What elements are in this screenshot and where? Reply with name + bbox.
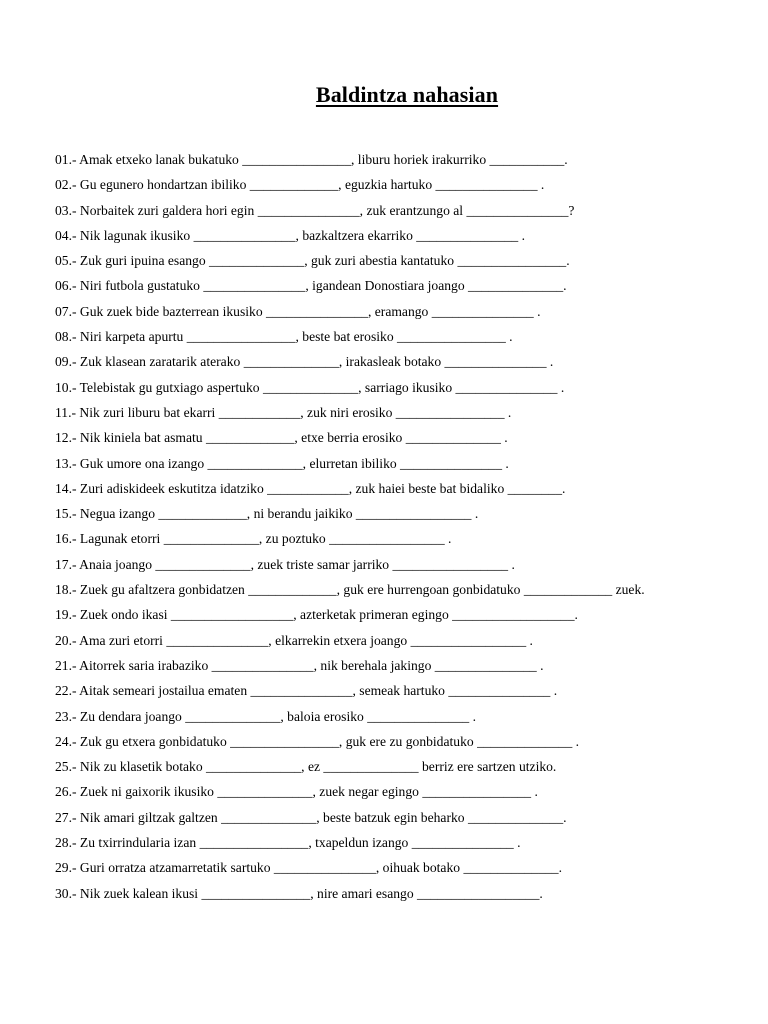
exercise-line-25: 25.- Nik zu klasetik botako ______________, ez ______________ berriz ere sartzen utziko.: [55, 759, 557, 775]
exercise-line-29: 29.- Guri orratza atzamarretatik sartuko _______________, oihuak botako ______________.: [55, 860, 563, 876]
exercise-line-30: 30.- Nik zuek kalean ikusi ________________, nire amari esango __________________.: [55, 885, 543, 901]
exercise-line-28: 28.- Zu txirrindularia izan ________________, txapeldun izango _______________ .: [55, 835, 521, 851]
exercise-line-02: 02.- Gu egunero hondartzan ibiliko _____________, eguzkia hartuko _______________ .: [55, 177, 545, 193]
exercise-line-26: 26.- Zuek ni gaixorik ikusiko ______________, zuek negar egingo ________________ .: [55, 784, 538, 800]
exercise-line-27: 27.- Nik amari giltzak galtzen ______________, beste batzuk egin beharko ______________.: [55, 809, 567, 825]
exercise-line-20: 20.- Ama zuri etorri _______________, elkarrekin etxera joango _________________ .: [55, 632, 533, 648]
exercise-line-17: 17.- Anaia joango ______________, zuek triste samar jarriko _________________ .: [55, 556, 515, 572]
exercise-line-10: 10.- Telebistak gu gutxiago aspertuko ______________, sarriago ikusiko _______________ .: [55, 379, 565, 395]
exercise-line-01: 01.- Amak etxeko lanak bukatuko ________________, liburu horiek irakurriko ___________.: [55, 152, 568, 167]
exercise-line-23: 23.- Zu dendara joango ______________, baloia erosiko _______________ .: [55, 708, 476, 724]
exercise-list: [55, 150, 755, 909]
exercise-line-06: 06.- Niri futbola gustatuko _______________, igandean Donostiara joango ______________.: [55, 278, 567, 294]
exercise-line-03: 03.- Norbaitek zuri galdera hori egin _______________, zuk erantzungo al _______________?: [55, 202, 575, 218]
exercise-line-12: 12.- Nik kiniela bat asmatu _____________, etxe berria erosiko ______________ .: [55, 430, 508, 446]
exercise-line-11: 11.- Nik zuri liburu bat ekarri ____________, zuk niri erosiko ________________ .: [55, 404, 512, 420]
exercise-line-21: 21.- Aitorrek saria irabaziko _______________, nik berehala jakingo _______________ .: [55, 657, 544, 673]
exercise-line-18: 18.- Zuek gu afaltzera gonbidatzen _____________, guk ere hurrengoan gonbidatuko _____________ zuek.: [55, 582, 645, 598]
exercise-line-19: 19.- Zuek ondo ikasi __________________, azterketak primeran egingo __________________.: [55, 607, 578, 623]
exercise-line-08: 08.- Niri karpeta apurtu ________________, beste bat erosiko ________________ .: [55, 329, 513, 345]
exercise-line-05: 05.- Zuk guri ipuina esango ______________, guk zuri abestia kantatuko ________________.: [55, 253, 570, 269]
exercise-line-15: 15.- Negua izango _____________, ni berandu jaikiko _________________ .: [55, 506, 479, 522]
exercise-line-22: 22.- Aitak semeari jostailua ematen _______________, semeak hartuko _______________ .: [55, 683, 558, 699]
exercise-line-24: 24.- Zuk gu etxera gonbidatuko ________________, guk ere zu gonbidatuko ______________ .: [55, 733, 580, 749]
page-title: Baldintza nahasian: [315, 82, 499, 107]
exercise-line-04: 04.- Nik lagunak ikusiko _______________, bazkaltzera ekarriko _______________ .: [55, 227, 526, 243]
exercise-line-09: 09.- Zuk klasean zaratarik aterako ______________, irakasleak botako _______________ .: [55, 354, 554, 370]
exercise-line-16: 16.- Lagunak etorri ______________, zu poztuko _________________ .: [55, 531, 452, 547]
exercise-line-13: 13.- Guk umore ona izango ______________, elurretan ibiliko _______________ .: [55, 455, 509, 471]
exercise-line-07: 07.- Guk zuek bide bazterrean ikusiko _______________, eramango _______________ .: [55, 303, 541, 319]
exercise-line-14: 14.- Zuri adiskideek eskutitza idatziko ____________, zuk haiei beste bat bidaliko ________.: [55, 480, 566, 496]
